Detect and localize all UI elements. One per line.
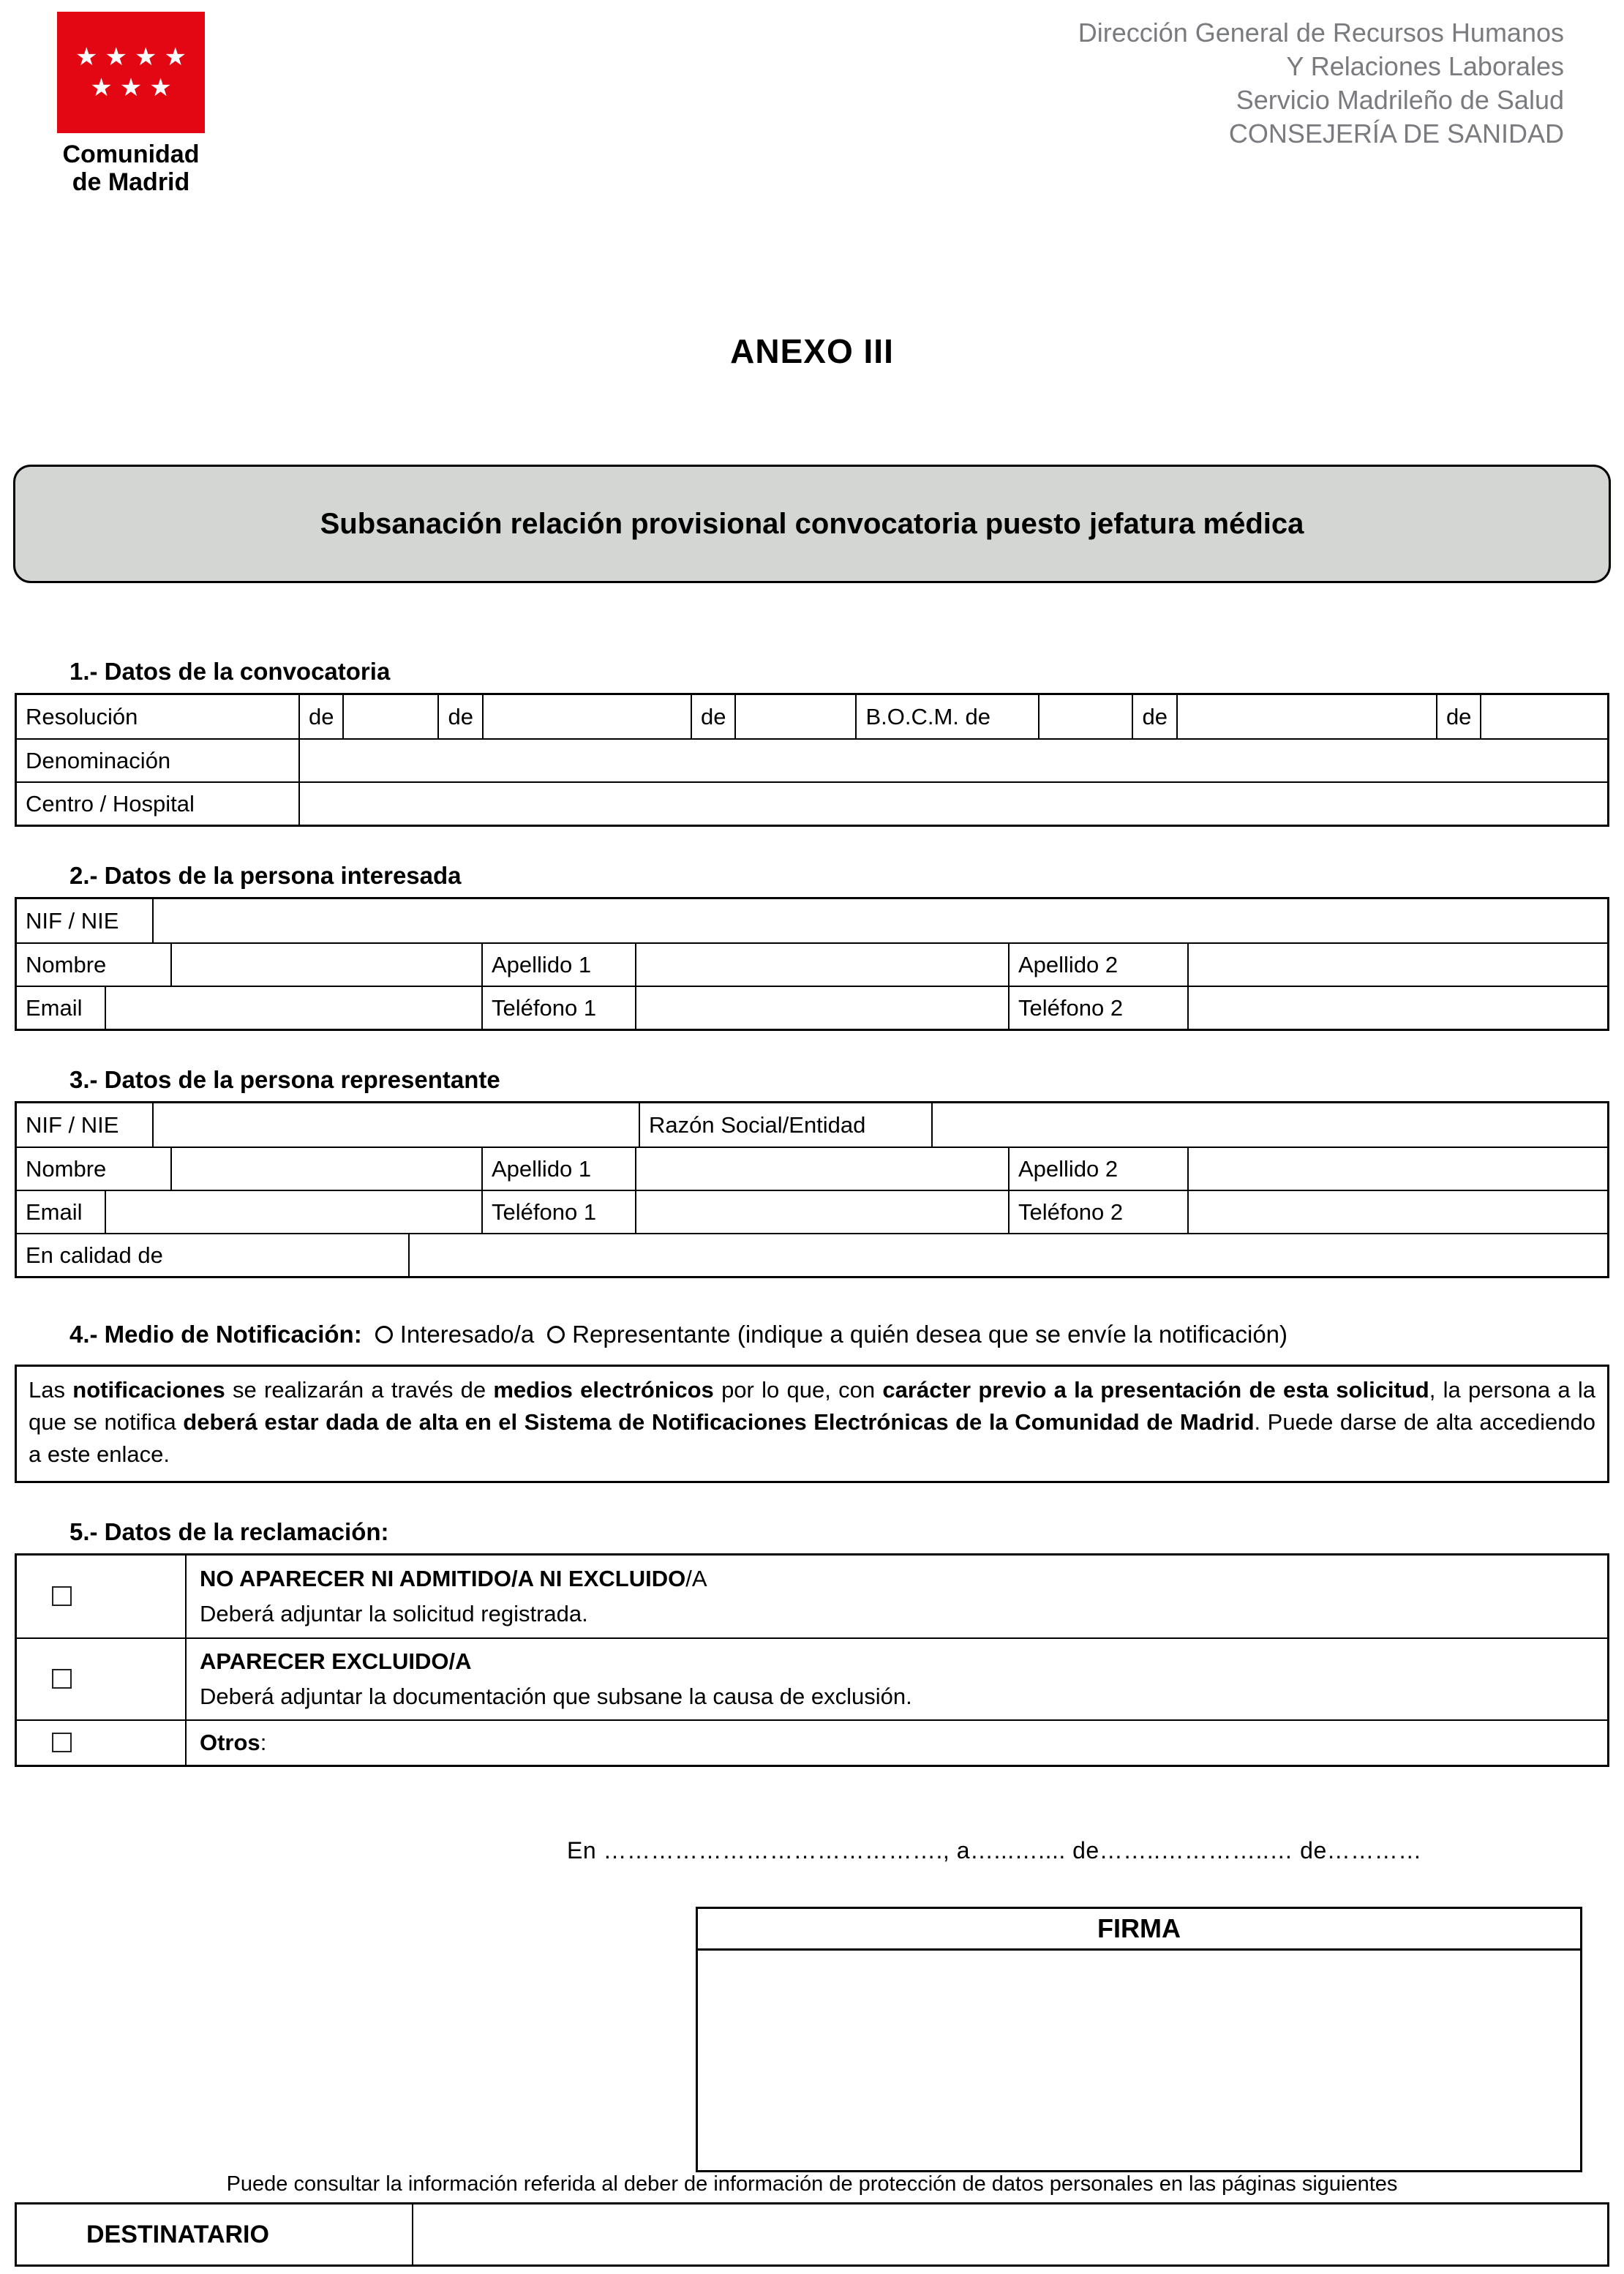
field-representante-email[interactable] bbox=[105, 1191, 481, 1233]
page-title: ANEXO III bbox=[730, 332, 894, 371]
notification-hint: (indique a quién desea que se envíe la notificación) bbox=[737, 1321, 1288, 1348]
signature-box bbox=[696, 1907, 1582, 2172]
table-row bbox=[17, 781, 1607, 825]
note-text-bold: deberá estar dada de alta en el Sistema de Notificaciones Electrónicas de la Comunidad de Madrid bbox=[183, 1408, 1255, 1435]
checkbox-cell bbox=[17, 1556, 185, 1637]
table-row bbox=[17, 738, 1607, 781]
table-row bbox=[17, 1190, 1607, 1233]
field-representante-telefono1[interactable] bbox=[635, 1191, 1008, 1233]
label-de: de bbox=[691, 695, 734, 738]
label-razon-social: Razón Social/Entidad bbox=[639, 1103, 931, 1147]
label-apellido-2: Apellido 2 bbox=[1008, 1148, 1187, 1190]
label-apellido-1: Apellido 1 bbox=[481, 1148, 635, 1190]
table-row bbox=[17, 695, 1607, 738]
checkbox-otros[interactable] bbox=[52, 1733, 72, 1752]
label-telefono-1: Teléfono 1 bbox=[481, 987, 635, 1029]
privacy-note: Puede consultar la información referida al deber de información de protección de datos personales en las páginas siguientes bbox=[226, 2172, 1398, 2196]
destinatario-label: DESTINATARIO bbox=[86, 2220, 269, 2248]
table-row bbox=[17, 1147, 1607, 1190]
radio-representante[interactable] bbox=[547, 1326, 565, 1343]
note-text-bold: notificaciones bbox=[72, 1376, 225, 1403]
logo-line-1: Comunidad bbox=[62, 140, 200, 168]
dept-line-1: Dirección General de Recursos Humanos bbox=[1078, 18, 1564, 48]
logo-line-2: de Madrid bbox=[72, 168, 190, 197]
reclamacion-option bbox=[185, 1556, 1607, 1637]
stars-row-bottom: ★★★ bbox=[90, 74, 179, 102]
field-resolucion-anio[interactable] bbox=[734, 695, 855, 738]
radio-interesado[interactable] bbox=[375, 1326, 393, 1343]
option-title: APARECER EXCLUIDO/A bbox=[200, 1648, 472, 1674]
field-bocm-dia[interactable] bbox=[1038, 695, 1132, 738]
logo-wordmark bbox=[57, 140, 205, 196]
option-desc: Deberá adjuntar la solicitud registrada. bbox=[200, 1600, 588, 1626]
field-interesada-telefono1[interactable] bbox=[635, 987, 1008, 1029]
field-razon-social[interactable] bbox=[931, 1103, 1607, 1147]
comunidad-madrid-logo bbox=[57, 12, 205, 196]
field-interesada-email[interactable] bbox=[105, 987, 481, 1029]
label-email: Email bbox=[26, 1198, 83, 1225]
section-2-heading: 2.- Datos de la persona interesada bbox=[69, 862, 462, 890]
note-text: Las bbox=[29, 1376, 73, 1403]
field-bocm-anio[interactable] bbox=[1480, 695, 1607, 738]
label-en-calidad-de: En calidad de bbox=[26, 1242, 163, 1268]
section-5-heading: 5.- Datos de la reclamación: bbox=[69, 1517, 389, 1545]
label-nif-nie: NIF / NIE bbox=[26, 907, 119, 934]
table-row bbox=[17, 1637, 1607, 1719]
field-interesada-nif[interactable] bbox=[152, 899, 1607, 942]
interesada-table bbox=[15, 897, 1609, 1031]
notification-note-box bbox=[15, 1365, 1609, 1483]
table-row bbox=[17, 1556, 1607, 1637]
label-bocm: B.O.C.M. de bbox=[855, 695, 1038, 738]
label-telefono-2: Teléfono 2 bbox=[1008, 1191, 1187, 1233]
stars-row-top: ★★★★ bbox=[75, 42, 194, 71]
label-nif-nie: NIF / NIE bbox=[26, 1111, 119, 1138]
note-text-bold: medios electrónicos bbox=[493, 1376, 714, 1403]
reclamacion-option bbox=[185, 1721, 1607, 1765]
section-3-heading: 3.- Datos de la persona representante bbox=[69, 1066, 500, 1094]
representante-table bbox=[15, 1101, 1609, 1278]
field-centro-hospital[interactable] bbox=[298, 783, 1607, 825]
form-subtitle-box bbox=[13, 465, 1611, 583]
table-row bbox=[17, 899, 1607, 942]
note-text: . Puede darse de alta accediendo a este enlace. bbox=[29, 1408, 1595, 1467]
label-apellido-2: Apellido 2 bbox=[1008, 944, 1187, 986]
signature-area[interactable] bbox=[698, 1951, 1580, 2170]
label-email: Email bbox=[26, 994, 83, 1021]
checkbox-cell bbox=[17, 1639, 185, 1719]
checkbox-cell bbox=[17, 1721, 185, 1765]
date-line: En ……………………………………., a…...….... de……..…………..… de………… bbox=[567, 1836, 1422, 1864]
option-title: NO APARECER NI ADMITIDO/A NI EXCLUIDO/A bbox=[200, 1565, 707, 1591]
field-representante-apellido2[interactable] bbox=[1187, 1148, 1607, 1190]
label-denominacion: Denominación bbox=[26, 747, 171, 773]
option-title: Otros: bbox=[200, 1729, 267, 1755]
department-block bbox=[1078, 12, 1564, 196]
destinatario-table bbox=[15, 2202, 1609, 2267]
table-row bbox=[17, 1233, 1607, 1276]
field-interesada-apellido1[interactable] bbox=[635, 944, 1008, 986]
section-4-title: 4.- Medio de Notificación: bbox=[69, 1321, 362, 1348]
convocatoria-table bbox=[15, 693, 1609, 827]
letterhead bbox=[0, 0, 1624, 196]
signature-box-title: FIRMA bbox=[698, 1909, 1580, 1951]
label-de: de bbox=[437, 695, 481, 738]
note-text: , la persona a la que se notifica bbox=[29, 1376, 1595, 1435]
label-resolucion: Resolución bbox=[26, 703, 138, 729]
reclamacion-table bbox=[15, 1553, 1609, 1767]
field-interesada-nombre[interactable] bbox=[170, 944, 481, 986]
form-subtitle: Subsanación relación provisional convocatoria puesto jefatura médica bbox=[320, 507, 1304, 540]
field-denominacion[interactable] bbox=[298, 740, 1607, 781]
label-de: de bbox=[1436, 695, 1480, 738]
madrid-flag-icon bbox=[57, 12, 205, 133]
field-representante-apellido1[interactable] bbox=[635, 1148, 1008, 1190]
label-nombre: Nombre bbox=[26, 951, 107, 977]
label-telefono-2: Teléfono 2 bbox=[1008, 987, 1187, 1029]
label-nombre: Nombre bbox=[26, 1155, 107, 1182]
field-interesada-apellido2[interactable] bbox=[1187, 944, 1607, 986]
table-row bbox=[17, 942, 1607, 986]
field-resolucion-mes[interactable] bbox=[482, 695, 691, 738]
page-footer bbox=[0, 2172, 1624, 2274]
field-resolucion-dia[interactable] bbox=[342, 695, 437, 738]
label-apellido-1: Apellido 1 bbox=[481, 944, 635, 986]
dept-line-3: Servicio Madrileño de Salud bbox=[1236, 85, 1564, 116]
field-bocm-mes[interactable] bbox=[1176, 695, 1436, 738]
field-destinatario[interactable] bbox=[412, 2204, 1607, 2264]
note-text: se realizarán a través de bbox=[225, 1376, 494, 1403]
checkbox-excluido[interactable] bbox=[52, 1669, 72, 1689]
option-desc: Deberá adjuntar la documentación que subsane la causa de exclusión. bbox=[200, 1683, 912, 1709]
section-1-heading: 1.- Datos de la convocatoria bbox=[69, 658, 391, 686]
option-interesado-label: Interesado/a bbox=[399, 1321, 535, 1348]
field-representante-telefono2[interactable] bbox=[1187, 1191, 1607, 1233]
table-row bbox=[17, 1103, 1607, 1147]
field-representante-nombre[interactable] bbox=[170, 1148, 481, 1190]
dept-line-2: Y Relaciones Laborales bbox=[1286, 51, 1564, 82]
checkbox-no-aparecer[interactable] bbox=[52, 1586, 72, 1606]
label-de: de bbox=[298, 695, 342, 738]
label-de: de bbox=[1132, 695, 1176, 738]
table-row bbox=[17, 986, 1607, 1029]
label-centro-hospital: Centro / Hospital bbox=[26, 790, 195, 817]
reclamacion-option bbox=[185, 1639, 1607, 1719]
table-row bbox=[17, 1719, 1607, 1765]
field-en-calidad-de[interactable] bbox=[408, 1234, 1607, 1276]
field-interesada-telefono2[interactable] bbox=[1187, 987, 1607, 1029]
option-representante-label: Representante bbox=[572, 1321, 731, 1348]
note-text-bold: carácter previo a la presentación de esta solicitud bbox=[882, 1376, 1429, 1403]
field-representante-nif[interactable] bbox=[152, 1103, 639, 1147]
dept-line-4: CONSEJERÍA DE SANIDAD bbox=[1228, 119, 1564, 149]
section-4-heading bbox=[69, 1316, 1405, 1353]
label-telefono-1: Teléfono 1 bbox=[481, 1191, 635, 1233]
note-text: por lo que, con bbox=[713, 1376, 883, 1403]
